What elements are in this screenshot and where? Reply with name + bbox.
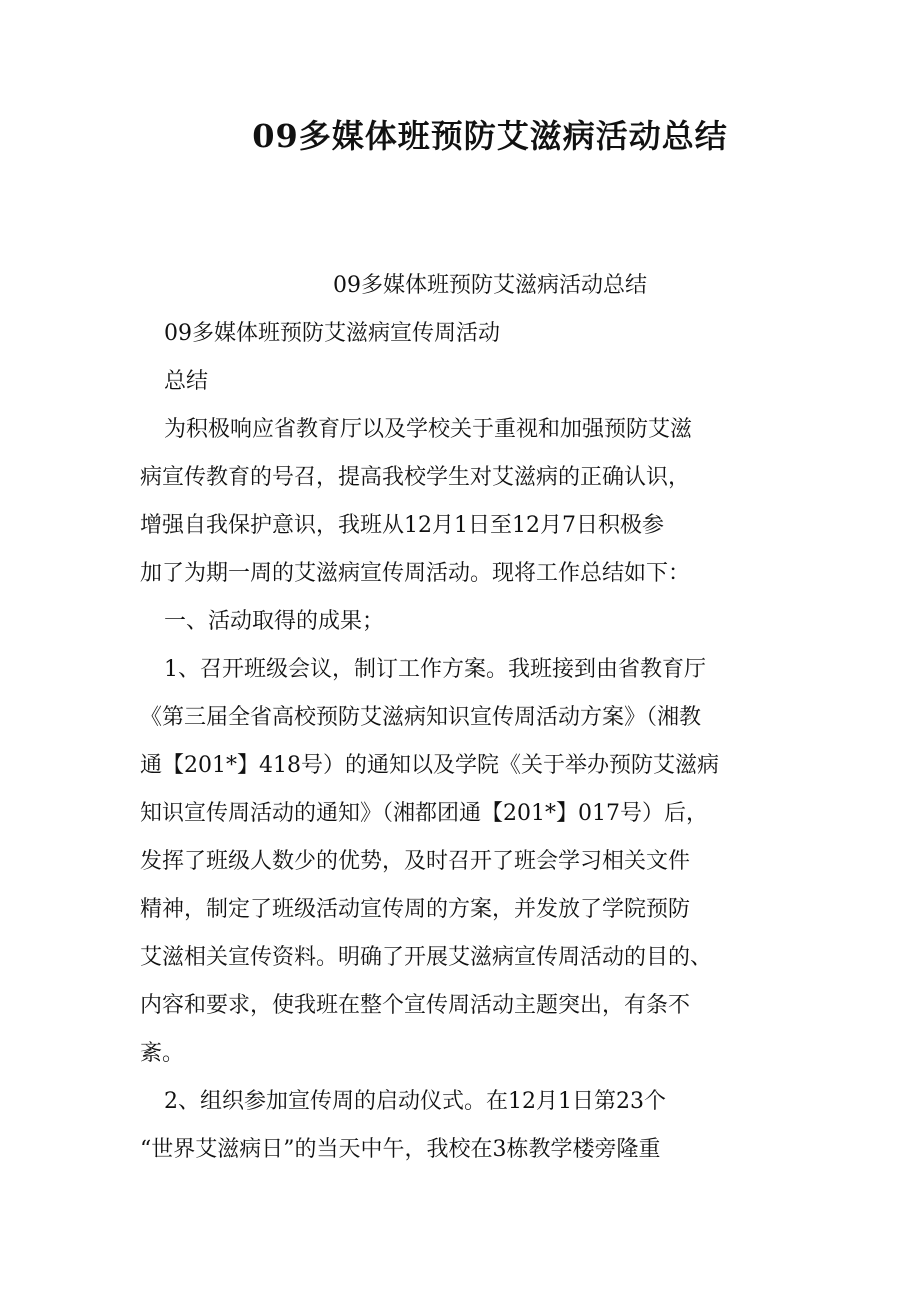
heading-line-2: 总结	[164, 369, 209, 394]
document-body	[140, 262, 780, 1174]
paragraph-item-1	[140, 646, 780, 1078]
paragraph-line: 加了为期一周的艾滋病宣传周活动。现将工作总结如下：	[140, 561, 691, 586]
document-title: 09多媒体班预防艾滋病活动总结	[252, 117, 728, 155]
paragraph-line: 通【201*】418号）的通知以及学院《关于举办预防艾滋病	[140, 753, 719, 778]
paragraph-line: 精神，制定了班级活动宣传周的方案，并发放了学院预防	[140, 897, 691, 922]
paragraph-line: 《第三届全省高校预防艾滋病知识宣传周活动方案》（湘教	[140, 705, 702, 730]
document-subtitle: 09多媒体班预防艾滋病活动总结	[333, 273, 647, 298]
paragraph-line: 2、组织参加宣传周的启动仪式。在12月1日第23个	[164, 1089, 666, 1114]
paragraph-line: 为积极响应省教育厅以及学校关于重视和加强预防艾滋	[164, 417, 693, 442]
paragraph-line: 增强自我保护意识，我班从12月1日至12月7日积极参	[140, 513, 664, 538]
paragraph-line: 病宣传教育的号召，提高我校学生对艾滋病的正确认识，	[140, 465, 691, 490]
paragraph-line: “世界艾滋病日”的当天中午，我校在3栋教学楼旁隆重	[140, 1137, 661, 1162]
section-heading-results	[140, 598, 780, 646]
heading-line-1: 09多媒体班预防艾滋病宣传周活动	[164, 321, 500, 346]
paragraph-line: 紊。	[140, 1041, 185, 1066]
paragraph-line: 发挥了班级人数少的优势，及时召开了班会学习相关文件	[140, 849, 691, 874]
paragraph-line: 1、召开班级会议，制订工作方案。我班接到由省教育厅	[164, 657, 706, 682]
paragraph-intro	[140, 406, 780, 598]
paragraph-line: 一、活动取得的成果；	[164, 609, 385, 634]
paragraph-line: 内容和要求，使我班在整个宣传周活动主题突出，有条不	[140, 993, 691, 1018]
paragraph-line: 艾滋相关宣传资料。明确了开展艾滋病宣传周活动的目的、	[140, 945, 713, 970]
paragraph-item-2	[140, 1078, 780, 1174]
paragraph-line: 知识宣传周活动的通知》（湘都团通【201*】017号）后，	[140, 801, 708, 826]
